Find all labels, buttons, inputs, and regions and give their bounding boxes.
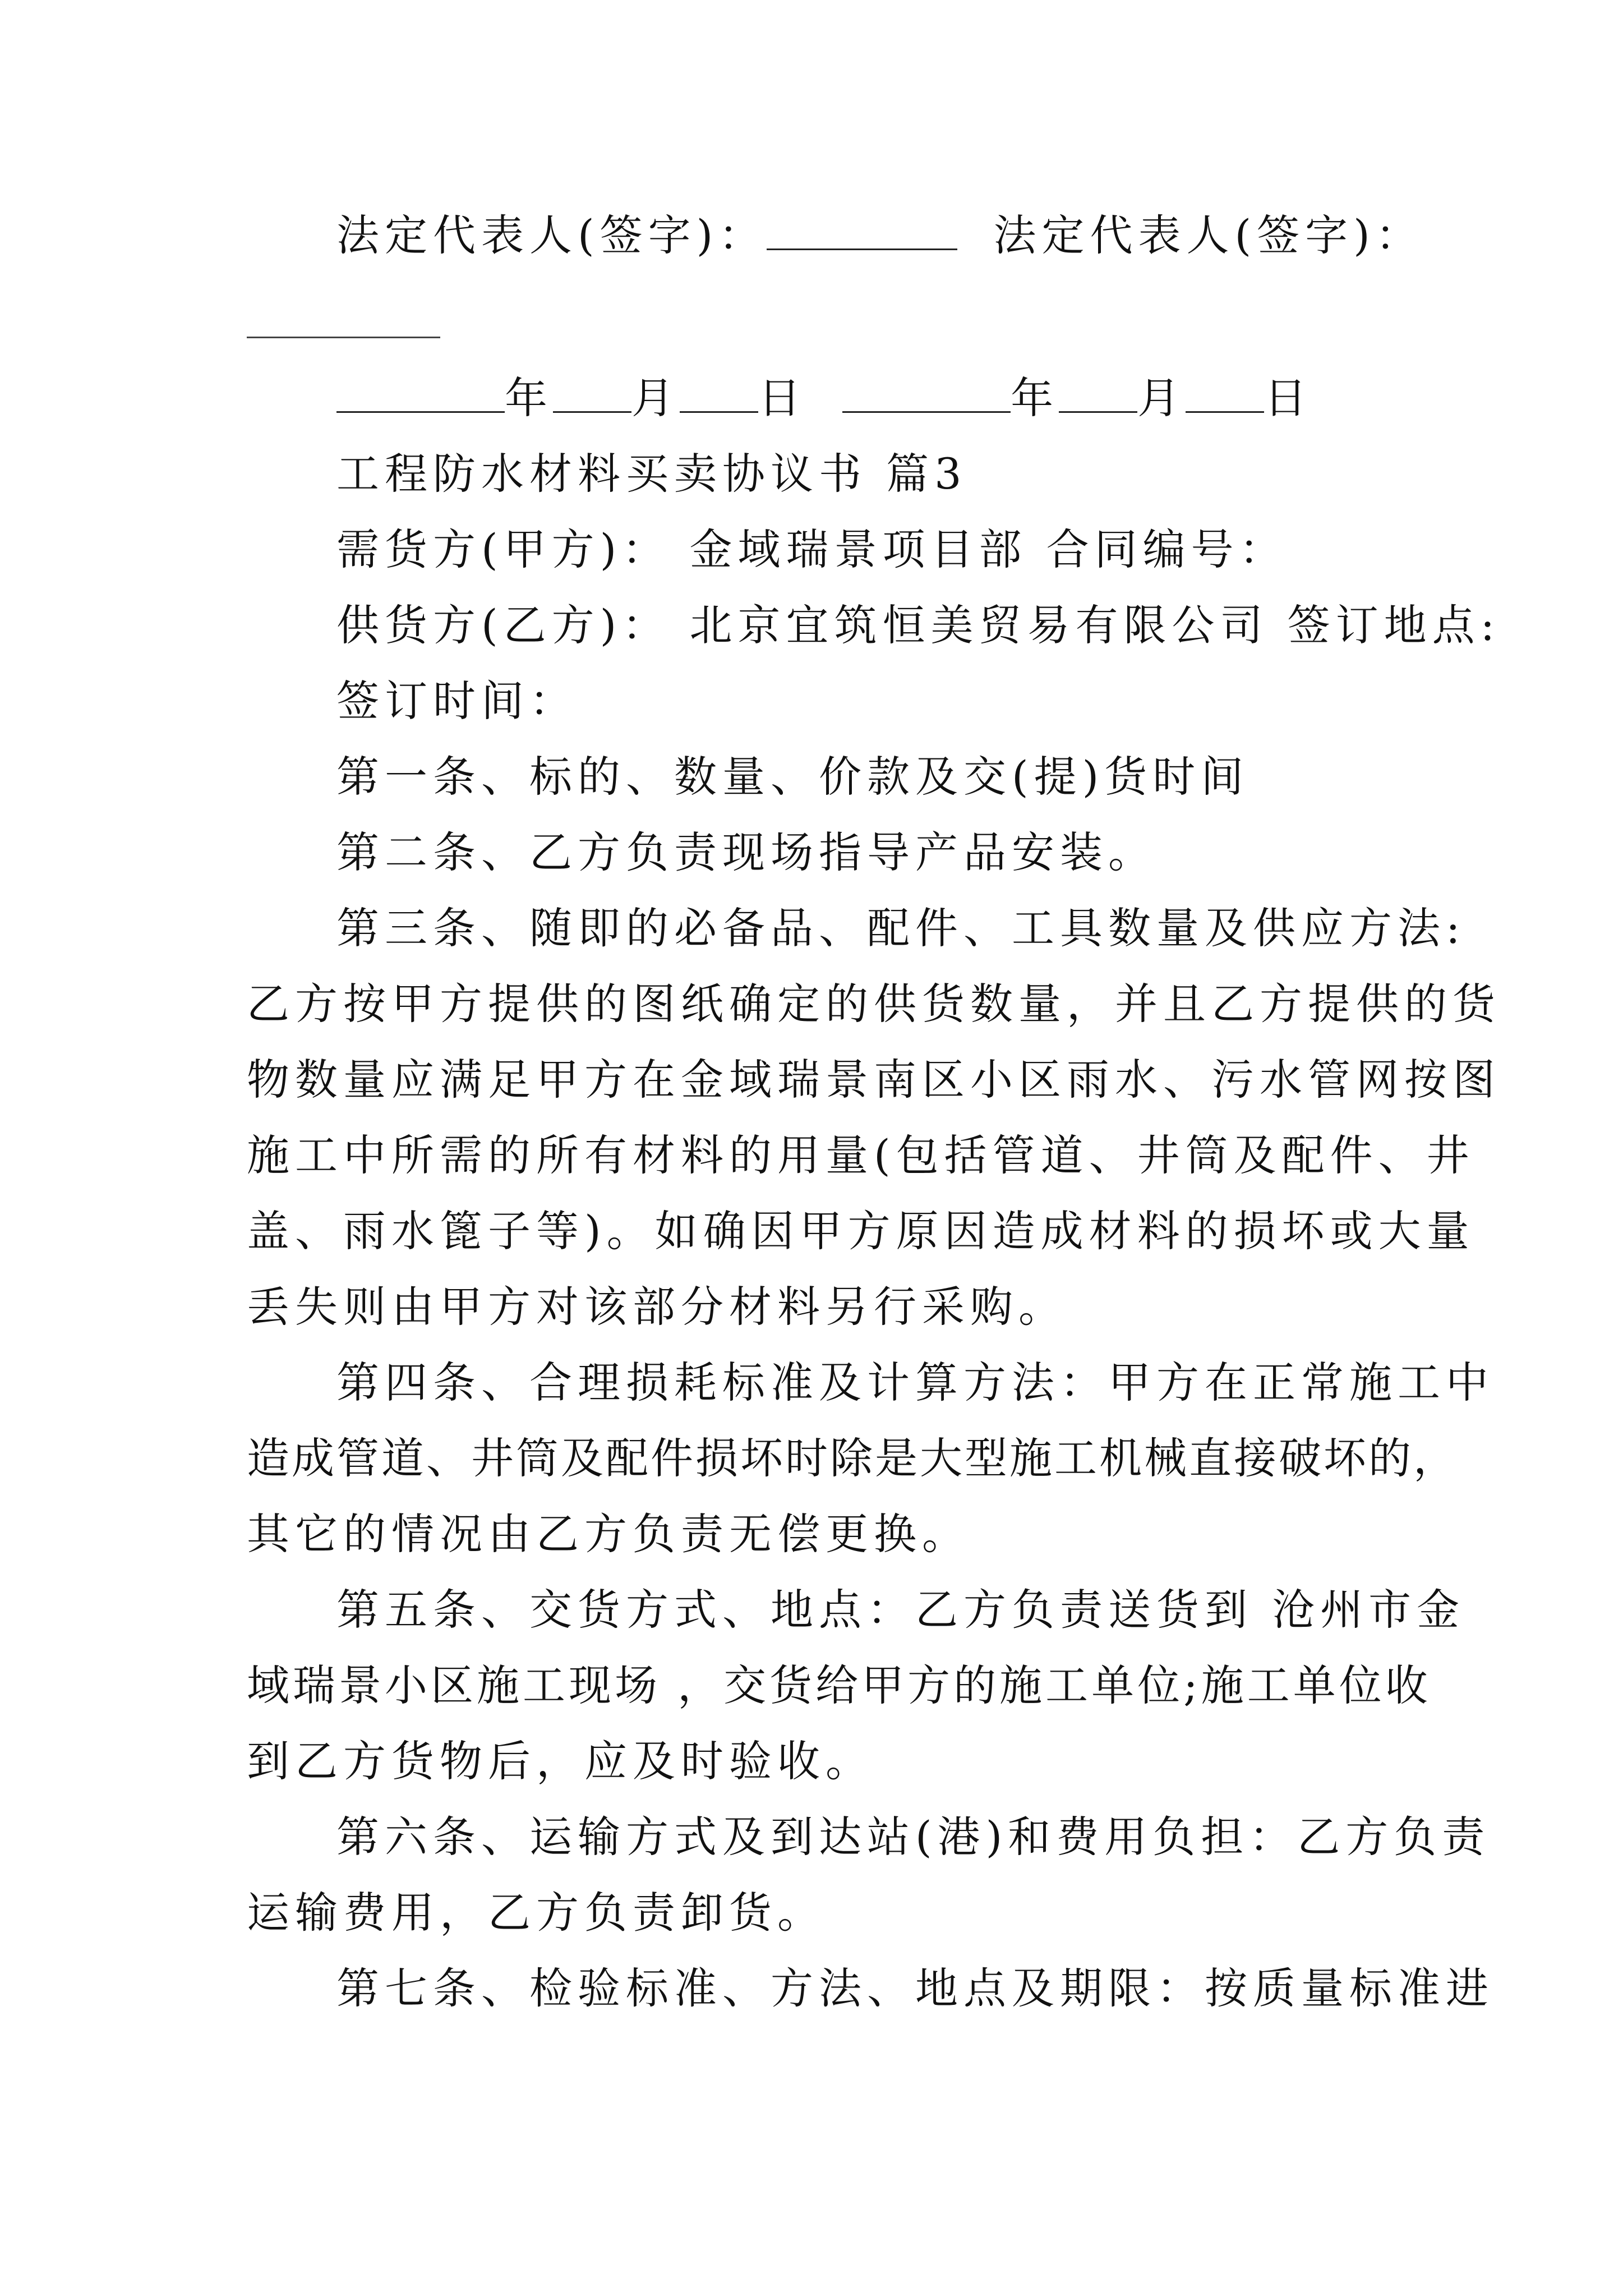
day-label-2: 日 xyxy=(1264,373,1313,423)
article-3-line: 丢失则由甲方对该部分材料另行采购。 xyxy=(247,1282,1067,1332)
year-label-1: 年 xyxy=(505,373,553,423)
article-3-line: 第三条、随即的必备品、配件、工具数量及供应方法: xyxy=(336,903,1466,953)
article-3-line: 乙方按甲方提供的图纸确定的供货数量，并且乙方提供的货 xyxy=(247,979,1501,1029)
article-5-line: 第五条、交货方式、地点：乙方负责送货到 沧州市金 xyxy=(336,1585,1465,1635)
article-6-line: 运输费用，乙方负责卸货。 xyxy=(247,1888,826,1938)
signature-blank-b xyxy=(247,337,440,338)
year-label-2: 年 xyxy=(1011,373,1059,423)
article-2: 第二条、乙方负责现场指导产品安装。 xyxy=(336,827,1156,877)
article-3-line: 盖、雨水篦子等)。如确因甲方原因造成材料的损坏或大量 xyxy=(247,1206,1475,1256)
article-4-line: 其它的情况由乙方负责无偿更换。 xyxy=(247,1509,970,1559)
article-5-line: 域瑞景小区施工现场 ，交货给甲方的施工单位;施工单位收 xyxy=(247,1660,1431,1710)
year-blank-1 xyxy=(336,372,505,413)
month-blank-2 xyxy=(1059,372,1137,413)
article-3-line: 施工中所需的所有材料的用量(包括管道、井筒及配件、井 xyxy=(247,1130,1475,1180)
signature-row xyxy=(336,208,1424,264)
article-4-line: 第四条、合理损耗标准及计算方法：甲方在正常施工中 xyxy=(336,1358,1494,1407)
day-label-1: 日 xyxy=(758,373,806,423)
year-blank-2 xyxy=(842,372,1011,413)
doc-heading: 工程防水材料买卖协议书 篇3 xyxy=(336,449,967,499)
month-blank-1 xyxy=(553,372,631,413)
day-blank-2 xyxy=(1186,372,1264,413)
signing-time-line: 签订时间： xyxy=(336,676,578,726)
article-3-line: 物数量应满足甲方在金域瑞景南区小区雨水、污水管网按图 xyxy=(247,1055,1501,1105)
article-7-line: 第七条、检验标准、方法、地点及期限：按质量标准进 xyxy=(336,1963,1494,2013)
article-1: 第一条、标的、数量、价款及交(提)货时间 xyxy=(336,752,1249,802)
date-row xyxy=(336,370,1312,426)
legal-rep-label-b: 法定代表人(签字)： xyxy=(993,210,1424,260)
article-5-line: 到乙方货物后，应及时验收。 xyxy=(247,1736,874,1786)
month-label-2: 月 xyxy=(1137,373,1186,423)
buyer-line: 需货方(甲方)： 金域瑞景项目部 合同编号： xyxy=(336,524,1288,574)
day-blank-1 xyxy=(680,372,758,413)
legal-rep-label-a: 法定代表人(签字)： xyxy=(336,210,767,260)
article-6-line: 第六条、运输方式及到达站(港)和费用负担：乙方负责 xyxy=(336,1812,1491,1862)
signature-blank-a xyxy=(767,209,957,250)
month-label-1: 月 xyxy=(631,373,680,423)
article-4-line: 造成管道、井筒及配件损坏时除是大型施工机械直接破坏的， xyxy=(247,1433,1458,1483)
seller-line: 供货方(乙方)： 北京宜筑恒美贸易有限公司 签订地点: xyxy=(336,600,1501,650)
